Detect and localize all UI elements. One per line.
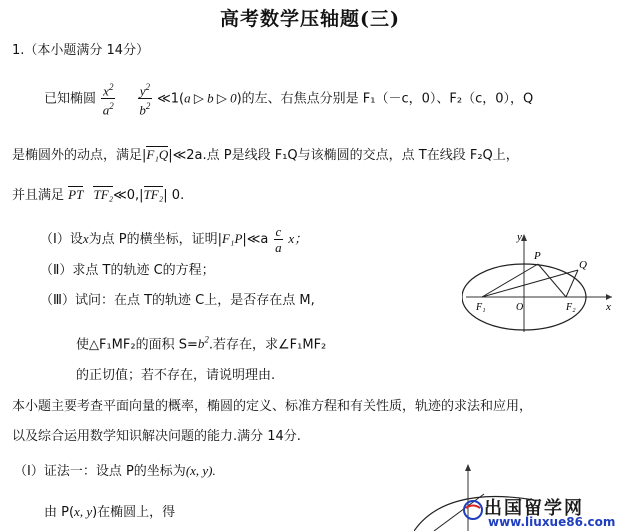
part3-l2-prefix: 使△F₁MF₂的面积 S=	[76, 337, 198, 353]
part-3-line-1: （Ⅲ）试问：在点 T的轨迹 C上，是否存在点 M,	[40, 293, 315, 308]
part1-after: |≪a	[242, 232, 269, 247]
part1-prefix: （Ⅰ）设	[40, 232, 83, 247]
part-3-line-2	[76, 331, 326, 354]
solution-line-1	[14, 462, 216, 481]
label-y: y	[517, 231, 522, 243]
watermark-url: www.liuxue86.com	[488, 515, 616, 529]
solution-l1-prefix: （Ⅰ）证法一：设点 P的坐标为	[14, 464, 186, 479]
solution-l2-coord: x, y	[74, 504, 93, 519]
y-axis-arrow	[521, 234, 527, 241]
given-suffix: )的左、右焦点分别是 F₁（－c，0）、F₂（c，0），Q	[236, 91, 534, 107]
given-prefix: 已知椭圆	[44, 91, 97, 107]
line3-mid: ≪0,|	[113, 188, 144, 203]
line2-suffix: |≪2a.点 P是线段 F₁Q与该椭圆的交点，点 T在线段 F₂Q上，	[168, 148, 519, 163]
fraction-x2-a2: $\frac{x^2}{a^2}$	[102, 82, 114, 118]
label-x: x	[606, 301, 611, 313]
vector-tf2: TF₂	[93, 187, 114, 202]
solution-l1-coord: (x, y).	[185, 463, 216, 478]
part1-var: x	[82, 231, 89, 246]
line3-prefix: 并且满足	[12, 188, 65, 203]
globe-logo-icon	[462, 497, 484, 523]
solution-l2-suffix: )在椭圆上，得	[92, 505, 176, 520]
part1-mid: 为点 P的横坐标，证明|	[88, 232, 222, 247]
b-squared: $b^2$	[197, 335, 209, 352]
part-3-line-3: 的正切值；若不存在，请说明理由.	[76, 368, 276, 383]
part3-l2-suffix: .若存在，求∠F₁MF₂	[208, 337, 327, 353]
part-2: （Ⅱ）求点 T的轨迹 C的方程；	[40, 263, 215, 278]
vector-pt: PT	[68, 187, 84, 202]
label-q: Q	[579, 259, 587, 271]
solution-l2-prefix: 由 P(	[44, 505, 75, 520]
part1-tail: x；	[288, 231, 308, 246]
watermark-name: 出国留学网	[484, 498, 584, 519]
line2-prefix: 是椭圆外的动点，满足|	[12, 148, 147, 163]
note-line-2: 以及综合运用数学知识解决问题的能力.满分 14分.	[12, 429, 301, 444]
solution-line-2	[44, 503, 175, 522]
part-1	[40, 224, 307, 255]
problem-line-2	[12, 146, 519, 165]
line3-suffix: | 0.	[163, 188, 185, 203]
label-f2: F₂	[566, 302, 576, 313]
note-line-1: 本小题主要考查平面向量的概率，椭圆的定义、标准方程和有关性质，轨迹的求法和应用，	[12, 399, 533, 414]
part1-abs: F₁P	[221, 231, 243, 246]
vector-tf2-abs: TF₂	[143, 187, 164, 202]
fraction-y2-b2: $\frac{y^2}{b^2}$	[139, 82, 151, 118]
fraction-c-a: $\frac{c}{a}$	[275, 224, 282, 255]
given-condition: a ▷ b ▷ 0	[184, 90, 237, 106]
label-p: P	[534, 250, 541, 262]
segment-f1q	[482, 270, 578, 297]
x-axis-arrow	[606, 294, 612, 300]
problem-given-line	[44, 80, 533, 118]
label-f1: F₁	[476, 302, 486, 313]
ellipse-figure	[462, 226, 618, 334]
problem-number: 1.（本小题满分 14分）	[12, 43, 150, 58]
problem-line-3	[12, 186, 184, 205]
vector-f1q: F₁Q	[146, 147, 169, 162]
document-title: 高考数学压轴题(三)	[220, 8, 400, 30]
given-mid: ≪1(	[157, 91, 185, 107]
label-o: O	[516, 302, 524, 313]
